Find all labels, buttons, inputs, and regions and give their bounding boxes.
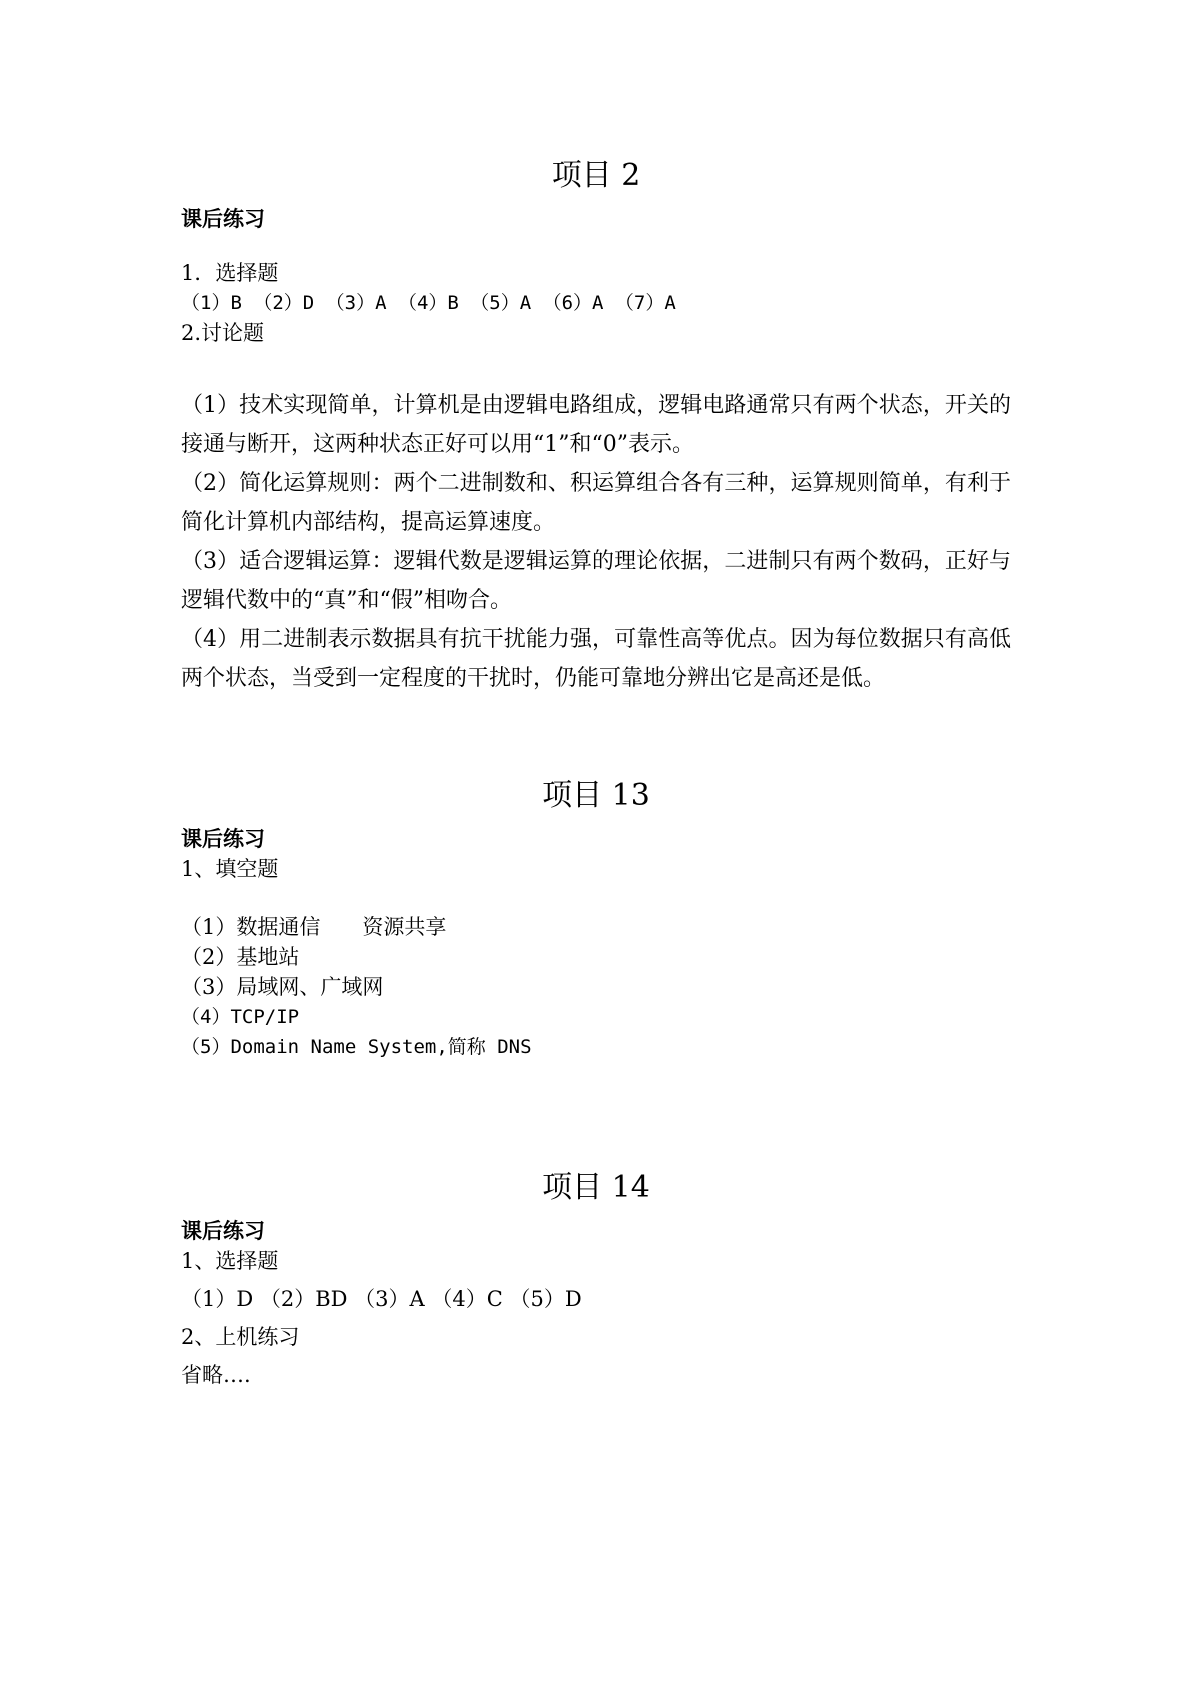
answer-line: （4）TCP/IP	[181, 1006, 300, 1028]
subheading: 课后练习	[181, 827, 265, 851]
answer-line: （2）基地站	[181, 945, 300, 969]
section-title: 项目 2	[551, 158, 641, 193]
section-project-13	[181, 776, 1011, 1062]
answer-line: （1）B （2）D （3）A （4）B （5）A （6）A （7）A	[181, 292, 676, 314]
question-label: 2.讨论题	[181, 321, 265, 345]
discussion-paragraph: （3）适合逻辑运算：逻辑代数是逻辑运算的理论依据，二进制只有两个数码，正好与逻辑代数中的“真”和“假”相吻合。	[181, 549, 1011, 613]
question-label: 1．选择题	[181, 261, 279, 285]
question-label: 1、填空题	[181, 857, 279, 881]
question-label: 2、上机练习	[181, 1325, 300, 1349]
answer-line: （5）Domain Name System,简称 DNS	[181, 1036, 532, 1058]
section-title: 项目 14	[542, 1170, 650, 1205]
section-project-2	[181, 156, 1011, 698]
discussion-paragraph: （4）用二进制表示数据具有抗干扰能力强，可靠性高等优点。因为每位数据只有高低两个状态，当受到一定程度的干扰时，仍能可靠地分辨出它是高还是低。	[181, 627, 1011, 691]
subheading: 课后练习	[181, 1219, 265, 1243]
answer-line: （1）D （2）BD （3）A （4）C （5）D	[181, 1287, 582, 1311]
note-text: 省略….	[181, 1363, 251, 1387]
question-label: 1、选择题	[181, 1249, 279, 1273]
section-title: 项目 13	[542, 778, 650, 813]
answer-line: （3）局域网、广域网	[181, 975, 384, 999]
discussion-paragraph: （1）技术实现简单，计算机是由逻辑电路组成，逻辑电路通常只有两个状态，开关的接通与断开，这两种状态正好可以用“1”和“0”表示。	[181, 393, 1011, 457]
section-project-14	[181, 1168, 1011, 1390]
answer-line: （1）数据通信 资源共享	[181, 915, 447, 939]
subheading: 课后练习	[181, 207, 265, 231]
discussion-paragraph: （2）简化运算规则：两个二进制数和、积运算组合各有三种，运算规则简单，有利于简化计算机内部结构，提高运算速度。	[181, 471, 1011, 535]
